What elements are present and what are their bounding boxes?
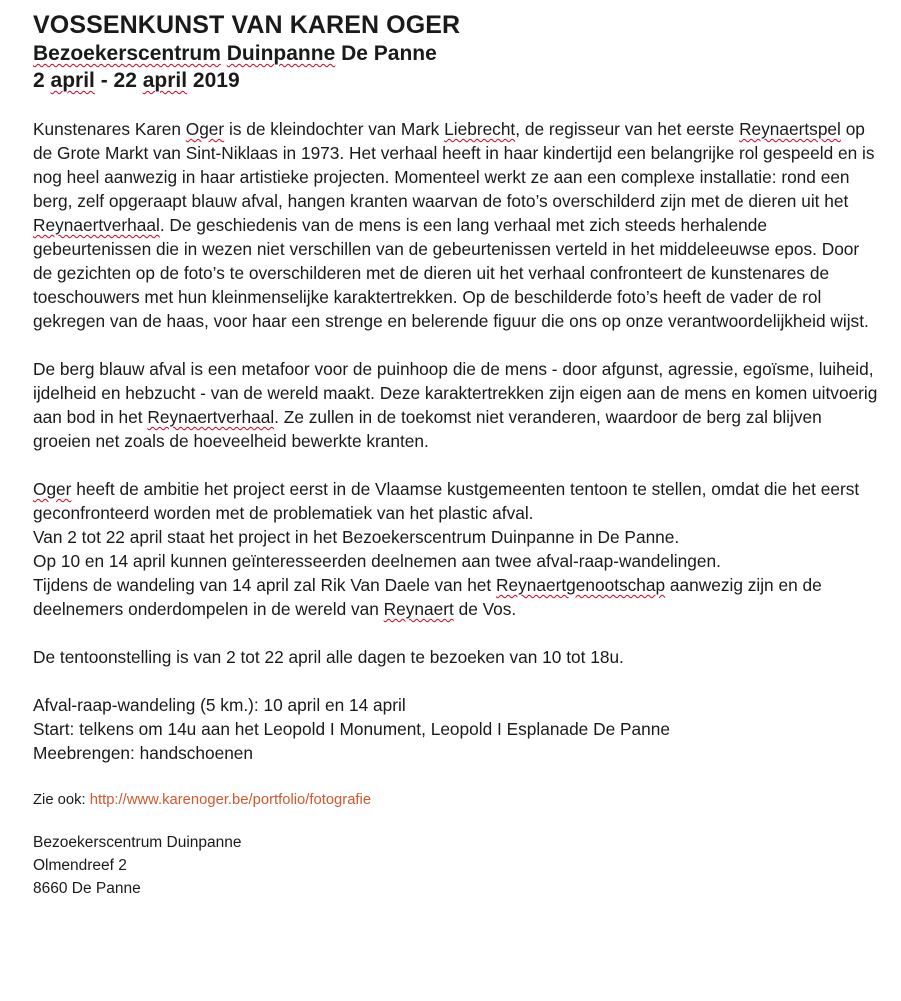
date-text: 2019 — [187, 69, 240, 92]
text: heeft de ambitie het project eerst in de Vlaamse kustgemeenten tentoon te stellen, omdat die het eerst geconfronteerd worden met de problematiek van het plastic afval. — [33, 479, 860, 523]
text: de Vos. — [453, 599, 517, 619]
text: Tijdens de wandeling van 14 april zal Rik Van Daele van het — [33, 575, 497, 595]
portfolio-link[interactable]: http://www.karenoger.be/portfolio/fotografie — [89, 792, 372, 808]
page-subtitle-venue — [33, 41, 883, 67]
document — [33, 10, 883, 900]
spell-flag: Reynaertverhaal — [147, 407, 275, 427]
spell-flag: Duinpanne — [226, 42, 336, 65]
text: Op 10 en 14 april kunnen geïnteresseerden deelnemen aan twee afval-raap-wandelingen. — [33, 551, 721, 571]
subtitle-text: De Panne — [335, 42, 437, 65]
see-also-label: Zie ook: — [33, 792, 90, 808]
text: De berg blauw afval is een metafoor voor de puinhoop die de mens - door afgunst, agressie, egoïsme, luiheid, ijdelheid en hebzucht - van de wereld maakt. Deze karaktertrekken zijn eigen aan de mens en komen uitvoerig aan bod in het — [33, 359, 878, 427]
text: . Ze zullen in de toekomst niet veranderen, waardoor de berg zal blijven groeien net zoals de hoeveelheid bewerkte kranten. — [33, 407, 822, 451]
spell-flag: Reynaertverhaal — [33, 215, 160, 235]
spell-flag: Oger — [33, 479, 72, 499]
text: aanwezig zijn en de deelnemers onderdompelen in de wereld van — [33, 575, 822, 619]
paragraph-opening-hours: De tentoonstelling is van 2 tot 22 april alle dagen te bezoeken van 10 tot 18u. — [33, 647, 624, 667]
spell-flag: Bezoekerscentrum — [33, 42, 221, 65]
paragraph-ambition — [33, 477, 883, 621]
text: is de kleindochter van Mark — [224, 119, 445, 139]
spell-flag: Reynaert — [383, 599, 454, 619]
address-block — [33, 831, 883, 900]
text: , de regisseur van het eerste — [515, 119, 740, 139]
spell-flag: april — [142, 69, 188, 92]
spell-flag: april — [50, 69, 95, 92]
text: op de Grote Markt van Sint-Niklaas in 1973. Het verhaal heeft in haar kindertijd een belangrijke rol gespeeld en is nog heel aanwezig in haar artistieke projecten. Momenteel werkt ze aan een complexe installatie: rond een berg, zelf opgeraapt blauw afval, hangen kranten waarvan de foto’s overschilderd zijn met de dieren uit het — [33, 119, 875, 211]
spell-flag: Oger — [185, 119, 225, 139]
address-line: Bezoekerscentrum Duinpanne — [33, 834, 242, 851]
text: Van 2 tot 22 april staat het project in het Bezoekerscentrum Duinpanne in De Panne. — [33, 527, 680, 547]
page-subtitle-dates — [33, 67, 883, 94]
date-text: 2 — [33, 69, 51, 92]
text: Afval-raap-wandeling (5 km.): 10 april en 14 april — [33, 695, 406, 715]
spell-flag: Reynaertgenootschap — [496, 575, 666, 595]
paragraph-walk-info — [33, 693, 883, 765]
paragraph-intro — [33, 117, 883, 333]
see-also — [33, 789, 883, 812]
paragraph-metaphor — [33, 357, 883, 453]
text: Kunstenares Karen — [33, 119, 186, 139]
spell-flag: Liebrecht — [444, 119, 516, 139]
page-title: VOSSENKUNST VAN KAREN OGER — [33, 11, 461, 39]
date-text: - 22 — [94, 69, 143, 92]
spell-flag: Reynaertspel — [739, 119, 841, 139]
text: . De geschiedenis van de mens is een lang verhaal met zich steeds herhalende gebeurtenissen die in wezen niet verschillen van de gebeurtenissen verteld in het middeleeuwse epos. Door de gezichten op de foto’s te overschilderen met de dieren uit het verhaal confronteert de kunstenares de toeschouwers met hun kleinmenselijke karaktertrekken. Op de beschilderde foto’s heeft de vader de rol gekregen van de haas, voor haar een strenge en belerende figuur die ons op onze verantwoordelijkheid wijst. — [33, 215, 869, 331]
address-line: Olmendreef 2 — [33, 857, 127, 874]
address-line: 8660 De Panne — [33, 880, 141, 897]
text: Meebrengen: handschoenen — [33, 743, 254, 763]
text: Start: telkens om 14u aan het Leopold I Monument, Leopold I Esplanade De Panne — [33, 719, 670, 739]
